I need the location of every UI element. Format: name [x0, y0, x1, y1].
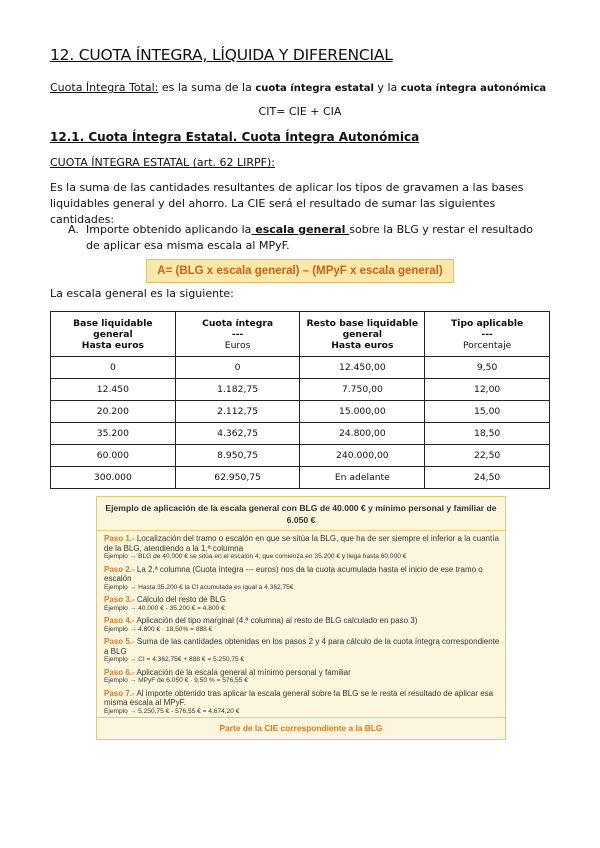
- header-cell: Tipo aplicable --- Porcentaje: [425, 312, 550, 357]
- item-text1: Importe obtenido aplicando la: [86, 223, 252, 236]
- table-cell: 2.112,75: [175, 401, 300, 423]
- table-cell: 18,50: [425, 423, 550, 445]
- step-5: [104, 637, 500, 665]
- table-cell: En adelante: [300, 467, 425, 489]
- intro-text2: y la: [373, 81, 401, 94]
- table-cell: 24,50: [425, 467, 550, 489]
- table-cell: 0: [175, 357, 300, 379]
- step-example: Ejemplo → BLG de 40.000 € se sitúa en el escalón 4, que comienza en 35.200 € y llega hasta 60.000 €: [104, 553, 407, 561]
- step-text: Aplicación del tipo marginal (4.ª columna) al resto de BLG calculado en paso 3): [134, 616, 418, 626]
- item-letter: A.: [68, 223, 79, 236]
- table-cell: 60.000: [51, 445, 176, 467]
- intro-label: Cuota Íntegra Total:: [50, 81, 159, 94]
- step-label: Paso 5.-: [104, 637, 135, 647]
- step-text: Cálculo del resto de BLG: [134, 595, 226, 605]
- header-cell: Base liquidable general Hasta euros: [51, 312, 176, 357]
- item-a: [86, 222, 550, 254]
- scale-intro: La escala general es la siguiente:: [50, 287, 234, 300]
- intro-text1: es la suma de la: [158, 81, 256, 94]
- section-subtitle: CUOTA ÍNTEGRA ESTATAL (art. 62 LIRPF):: [50, 156, 275, 169]
- section-paragraph: Es la suma de las cantidades resultantes de aplicar los tipos de gravamen a las bases liquidables general y del ahorro. La CIE será el resultado de sumar las siguientes cantidades:: [50, 181, 524, 226]
- step-3: [104, 595, 500, 613]
- step-2: [104, 565, 500, 593]
- step-example: Ejemplo → 4.800 € · 18,50% = 888 €: [104, 625, 213, 633]
- table-cell: 22,50: [425, 445, 550, 467]
- example-title: Ejemplo de aplicación de la escala general con BLG de 40.000 € y mínimo personal y familiar de 6.050 €: [97, 497, 505, 531]
- table-cell: 240.000,00: [300, 445, 425, 467]
- table-row: [51, 401, 550, 423]
- step-text: Localización del tramo o escalón en que se sitúa la BLG, que ha de ser siempre el inferior a la cuantía de la BLG, atendiendo a la 1.ª columna: [104, 534, 499, 553]
- example-steps: [104, 534, 500, 719]
- step-example: Ejemplo → 40.000 € - 35.200 € = 4.800 €: [104, 604, 225, 612]
- step-7: [104, 689, 500, 717]
- table-row: [51, 423, 550, 445]
- table-cell: 9,50: [425, 357, 550, 379]
- step-example: Ejemplo → Hasta 35.200 € la CI acumulada es igual a 4.362,75€: [104, 583, 294, 591]
- formula-box: A= (BLG x escala general) – (MPyF x escala general): [146, 259, 454, 283]
- table-cell: 15,00: [425, 401, 550, 423]
- table-cell: 62.950,75: [175, 467, 300, 489]
- step-4: [104, 616, 500, 634]
- table-cell: 20.200: [51, 401, 176, 423]
- table-cell: 4.362,75: [175, 423, 300, 445]
- intro-line: [50, 80, 550, 97]
- example-box: [96, 496, 506, 740]
- table-cell: 35.200: [51, 423, 176, 445]
- table-cell: 12,00: [425, 379, 550, 401]
- step-label: Paso 2.-: [104, 564, 135, 574]
- step-text: Suma de las cantidades obtenidas en los pasos 2 y 4 para cálculo de la cuota íntegra correspondiente a BLG: [104, 637, 500, 656]
- step-example: Ejemplo → CI = 4.362,75€ + 888 € = 5.250,75 €: [104, 656, 245, 664]
- step-label: Paso 7.-: [104, 688, 135, 698]
- item-text2: sobre la BLG y restar el resultado de aplicar esa misma escala al MPyF.: [86, 223, 534, 252]
- cit-formula: CIT= CIE + CIA: [258, 105, 342, 118]
- table-cell: 300.000: [51, 467, 176, 489]
- table-cell: 24.800,00: [300, 423, 425, 445]
- step-text: Al importe obtenido tras aplicar la escala general sobre la BLG se le resta el resultado de aplicar esa misma escala al MPyF.: [104, 688, 494, 708]
- table-cell: 12.450,00: [300, 357, 425, 379]
- step-example: Ejemplo → MPyF de 6.050 € · 9,50 % = 576,55 €: [104, 677, 248, 685]
- step-6: [104, 668, 500, 686]
- step-label: Paso 6.-: [104, 667, 135, 677]
- table-cell: 12.450: [51, 379, 176, 401]
- intro-bold1: cuota íntegra estatal: [255, 83, 374, 94]
- step-label: Paso 3.-: [104, 595, 135, 605]
- table-row: [51, 357, 550, 379]
- step-label: Paso 1.-: [104, 534, 135, 543]
- table-row: [51, 379, 550, 401]
- intro-bold2: cuota íntegra autonómica: [400, 83, 547, 94]
- section-title: 12.1. Cuota Íntegra Estatal. Cuota Íntegra Autonómica: [50, 130, 420, 144]
- table-cell: 7.750,00: [300, 379, 425, 401]
- table-header-row: [51, 312, 550, 357]
- step-label: Paso 4.-: [104, 616, 135, 626]
- table-cell: 0: [51, 357, 176, 379]
- item-bold: escala general: [251, 223, 350, 236]
- step-text: La 2.ª columna (Cuota íntegra --- euros) nos da la cuota acumulada hasta el inicio de ese tramo o escalón: [104, 564, 483, 584]
- table-row: [51, 467, 550, 489]
- step-example: Ejemplo → 5.250,75 € - 576,55 € = 4.674,20 €: [104, 707, 240, 715]
- example-footer: Parte de la CIE correspondiente a la BLG: [97, 717, 505, 739]
- page-title: 12. CUOTA ÍNTEGRA, LÍQUIDA Y DIFERENCIAL: [50, 46, 393, 64]
- table-cell: 8.950,75: [175, 445, 300, 467]
- header-cell: Cuota íntegra --- Euros: [175, 312, 300, 357]
- header-cell: Resto base liquidable general Hasta euros: [300, 312, 425, 357]
- table-cell: 1.182,75: [175, 379, 300, 401]
- step-1: [104, 534, 500, 562]
- table-cell: 15.000,00: [300, 401, 425, 423]
- table-row: [51, 445, 550, 467]
- scale-table: [50, 311, 550, 489]
- step-text: Aplicación de la escala general al mínimo personal y familiar: [134, 667, 351, 677]
